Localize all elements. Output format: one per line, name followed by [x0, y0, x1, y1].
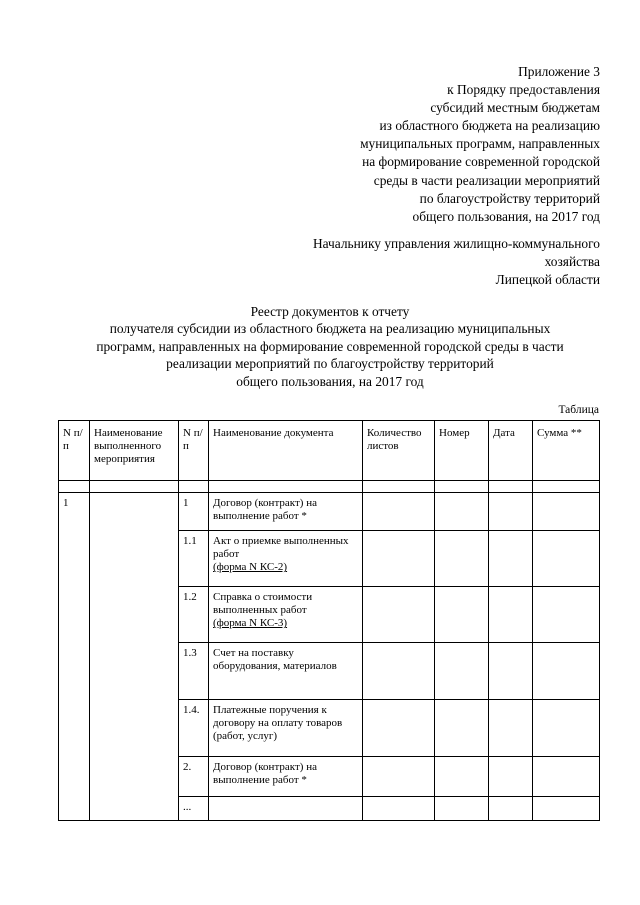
title-line: Реестр документов к отчету	[250, 304, 410, 319]
doc-cell	[209, 643, 363, 700]
date-cell	[489, 700, 533, 757]
appendix-line: по благоустройству территорий	[419, 190, 600, 206]
number-cell	[435, 643, 489, 700]
header-number: Номер	[435, 421, 489, 481]
doc-text: Договор (контракт) на выполнение работ *	[213, 497, 317, 523]
header-sheets: Количество листов	[363, 421, 435, 481]
doc-cell	[209, 700, 363, 757]
number-cell	[435, 493, 489, 531]
doc-cell	[209, 587, 363, 643]
form-ks2-link[interactable]: (форма N КС-2)	[213, 561, 288, 574]
event-cell	[90, 493, 179, 821]
doc-cell	[209, 797, 363, 821]
doc-text: Справка о стоимости выполненных работ	[213, 591, 313, 617]
sum-cell	[533, 700, 600, 757]
doc-cell	[209, 757, 363, 797]
spacer-cell	[90, 481, 179, 493]
sum-cell	[533, 797, 600, 821]
sheets-cell	[363, 797, 435, 821]
documents-registry-table	[58, 420, 600, 821]
sheets-cell	[363, 531, 435, 587]
appendix-line: из областного бюджета на реализацию	[379, 118, 600, 134]
sheets-cell	[363, 643, 435, 700]
subnum-cell: 1.1	[179, 531, 209, 587]
appendix-line: общего пользования, на 2017 год	[412, 208, 600, 224]
date-cell	[489, 493, 533, 531]
number-cell	[435, 757, 489, 797]
addressee-line: Липецкой области	[495, 272, 600, 288]
date-cell	[489, 531, 533, 587]
spacer-cell	[179, 481, 209, 493]
addressee-block	[313, 235, 600, 289]
sum-cell	[533, 587, 600, 643]
subnum-cell: 1.3	[179, 643, 209, 700]
header-event: Наименование выполненного мероприятия	[90, 421, 179, 481]
appendix-header	[360, 63, 600, 226]
subnum-cell: 1.4.	[179, 700, 209, 757]
number-cell	[435, 587, 489, 643]
doc-text: Платежные поручения к договору на оплату товаров (работ, услуг)	[213, 704, 343, 743]
header-subnum: N п/п	[179, 421, 209, 481]
title-line: общего пользования, на 2017 год	[236, 373, 424, 389]
subnum-cell: ...	[179, 797, 209, 821]
subnum-cell: 1.2	[179, 587, 209, 643]
date-cell	[489, 643, 533, 700]
spacer-cell	[533, 481, 600, 493]
appendix-line: Приложение 3	[518, 64, 600, 79]
sum-cell	[533, 493, 600, 531]
document-title	[60, 303, 600, 390]
sheets-cell	[363, 587, 435, 643]
spacer-cell	[209, 481, 363, 493]
spacer-row	[59, 481, 600, 493]
title-line: получателя субсидии из областного бюджета на реализацию муниципальных	[109, 321, 551, 337]
form-ks3-link[interactable]: (форма N КС-3)	[213, 617, 288, 630]
sum-cell	[533, 757, 600, 797]
group-num-cell: 1	[59, 493, 90, 821]
title-line: программ, направленных на формирование современной городской среды в части	[96, 338, 564, 354]
title-line: реализации мероприятий по благоустройству территорий	[166, 356, 494, 372]
doc-cell	[209, 493, 363, 531]
header-sum: Сумма **	[533, 421, 600, 481]
addressee-line: Начальнику управления жилищно-коммунального	[312, 236, 600, 251]
number-cell	[435, 700, 489, 757]
spacer-cell	[435, 481, 489, 493]
date-cell	[489, 587, 533, 643]
sheets-cell	[363, 757, 435, 797]
sheets-cell	[363, 700, 435, 757]
header-date: Дата	[489, 421, 533, 481]
table-row	[59, 493, 600, 531]
spacer-cell	[59, 481, 90, 493]
sum-cell	[533, 531, 600, 587]
doc-cell	[209, 531, 363, 587]
appendix-line: к Порядку предоставления	[447, 82, 600, 98]
date-cell	[489, 757, 533, 797]
spacer-cell	[363, 481, 435, 493]
subnum-cell: 2.	[179, 757, 209, 797]
appendix-line: на формирование современной городской	[362, 154, 600, 170]
subnum-cell: 1	[179, 493, 209, 531]
doc-text: Счет на поставку оборудования, материалов	[213, 647, 337, 673]
appendix-line: среды в части реализации мероприятий	[373, 172, 600, 188]
addressee-line: хозяйства	[544, 254, 600, 270]
spacer-cell	[489, 481, 533, 493]
doc-text: Договор (контракт) на выполнение работ *	[213, 761, 317, 787]
doc-text: Акт о приемке выполненных работ	[213, 535, 349, 561]
sheets-cell	[363, 493, 435, 531]
number-cell	[435, 531, 489, 587]
header-doc: Наименование документа	[209, 421, 363, 481]
appendix-line: муниципальных программ, направленных	[360, 136, 600, 152]
header-num: N п/п	[59, 421, 90, 481]
table-header-row	[59, 421, 600, 481]
number-cell	[435, 797, 489, 821]
appendix-line: субсидий местным бюджетам	[430, 100, 600, 116]
table-caption: Таблица	[558, 404, 599, 416]
date-cell	[489, 797, 533, 821]
sum-cell	[533, 643, 600, 700]
